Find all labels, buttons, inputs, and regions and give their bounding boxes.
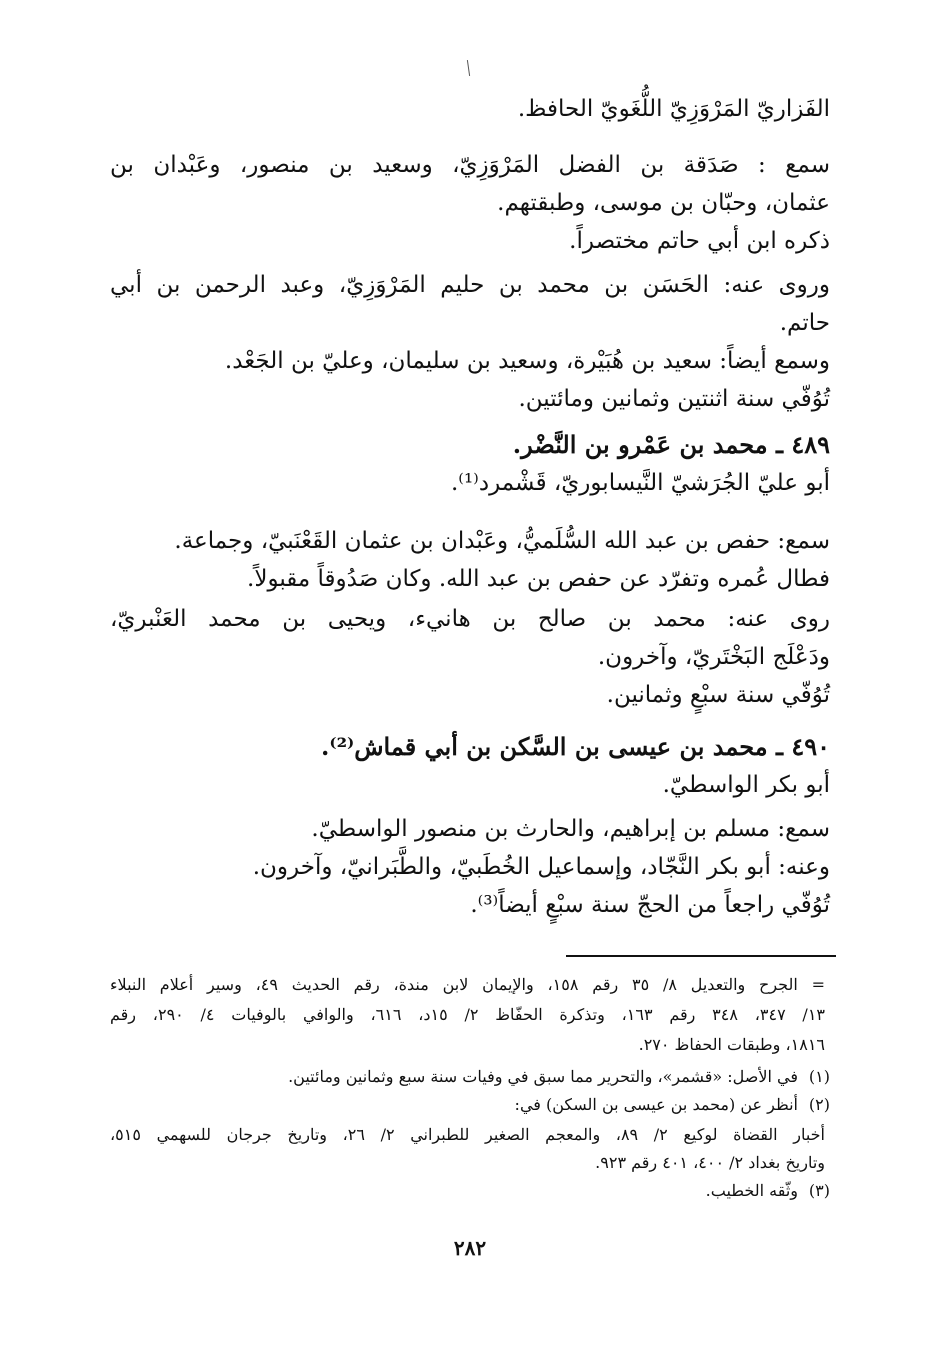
text-line: أبو عليّ الجُرَشيّ النَّيسابوريّ، قَشْمرد⁽¹⁾.	[450, 470, 830, 496]
text-line: ذكره ابن أبي حاتم مختصراً.	[569, 228, 830, 254]
page-number: ٢٨٢	[453, 1236, 487, 1260]
footnote-text: في الأصل: «قشمر»، والتحرير مما سبق في وفيات سنة سبع وثمانين ومائتين.	[288, 1067, 798, 1086]
footnote-marker: (٣)	[808, 1181, 830, 1200]
footnote-text: وثّقه الخطيب.	[705, 1181, 798, 1200]
text-line: سمع : صَدَقة بن الفضل المَرْوَزِيّ، وسعيد بن منصور، وعَبْدان بن	[110, 152, 830, 178]
text-line: عثمان، وحبّان بن موسى، وطبقتهم.	[497, 190, 830, 216]
text-line: أبو بكر الواسطيّ.	[662, 772, 830, 798]
footnote-line: = الجرح والتعديل ٨/ ٣٥ رقم ١٥٨، والإيمان لابن مندة، رقم الحديث ٤٩، وسير أعلام النبلاء	[110, 975, 826, 994]
footnote-text: أنظر عن (محمد بن عيسى بن السكن) في:	[514, 1095, 798, 1114]
footnote-divider	[566, 955, 836, 957]
margin-mark	[467, 60, 470, 76]
entry-heading-489: ٤٨٩ ـ محمد بن عَمْرو بن النَّضْر.	[512, 430, 830, 459]
footnote-marker: (٢)	[808, 1095, 830, 1114]
footnote-line: ١٨١٦، وطبقات الحفاظ ٢٧٠.	[638, 1035, 825, 1054]
text-line: ودَعْلَج البَخْتَريّ، وآخرون.	[597, 644, 830, 670]
text-line: تُوُفّي سنة اثنتين وثمانين ومائتين.	[518, 386, 830, 412]
text-line: وسمع أيضاً: سعيد بن هُبَيْرة، وسعيد بن سليمان، وعليّ بن الجَعْد.	[224, 348, 830, 374]
text-line: فطال عُمره وتفرّد عن حفص بن عبد الله. وكان صَدُوقاً مقبولاً.	[247, 566, 830, 592]
text-line: وعنه: أبو بكر النَّجّاد، وإسماعيل الخُطَبيّ، والطَّبَرانيّ، وآخرون.	[252, 854, 830, 880]
footnote-line: وتاريخ بغداد ٢/ ٤٠٠، ٤٠١ رقم ٩٢٣.	[595, 1153, 825, 1172]
text-line: سمع: حفص بن عبد الله السُّلَميُّ، وعَبْدان بن عثمان القَعْنَبيّ، وجماعة.	[174, 528, 830, 554]
text-line: تُوُفّي راجعاً من الحجّ سنة سبْعٍ أيضاً⁽³⁾.	[470, 892, 830, 918]
text-line: روى عنه: محمد بن صالح بن هانيء، ويحيى بن محمد العَنْبريّ،	[110, 606, 830, 632]
text-line: وروى عنه: الحَسَن بن محمد بن حليم المَرْوَزِيّ، وعبد الرحمن بن أبي	[110, 272, 830, 298]
footnote-line: ١٣/ ٣٤٧، ٣٤٨ رقم ١٦٣، وتذكرة الحفّاظ ٢/ ١٥د، ٦١٦، والوافي بالوفيات ٤/ ٢٩٠، رقم	[110, 1005, 826, 1024]
text-line: حاتم.	[779, 310, 830, 336]
text-line: تُوُفّي سنة سبْعٍ وثمانين.	[606, 682, 830, 708]
footnote-line: أخبار القضاة لوكيع ٢/ ٨٩، والمعجم الصغير للطبراني ٢/ ٢٦، وتاريخ جرجان للسهمي ٥١٥،	[110, 1125, 826, 1144]
footnote-marker: (١)	[808, 1067, 830, 1086]
text-line: سمع: مسلم بن إبراهيم، والحارث بن منصور الواسطيّ.	[311, 816, 830, 842]
entry-heading-490: ٤٩٠ ـ محمد بن عيسى بن السَّكن بن أبي قماش⁽²⁾.	[321, 732, 830, 761]
text-line: الفَزاريّ المَرْوَزِيّ اللُّغَويّ الحافظ.	[517, 96, 830, 122]
